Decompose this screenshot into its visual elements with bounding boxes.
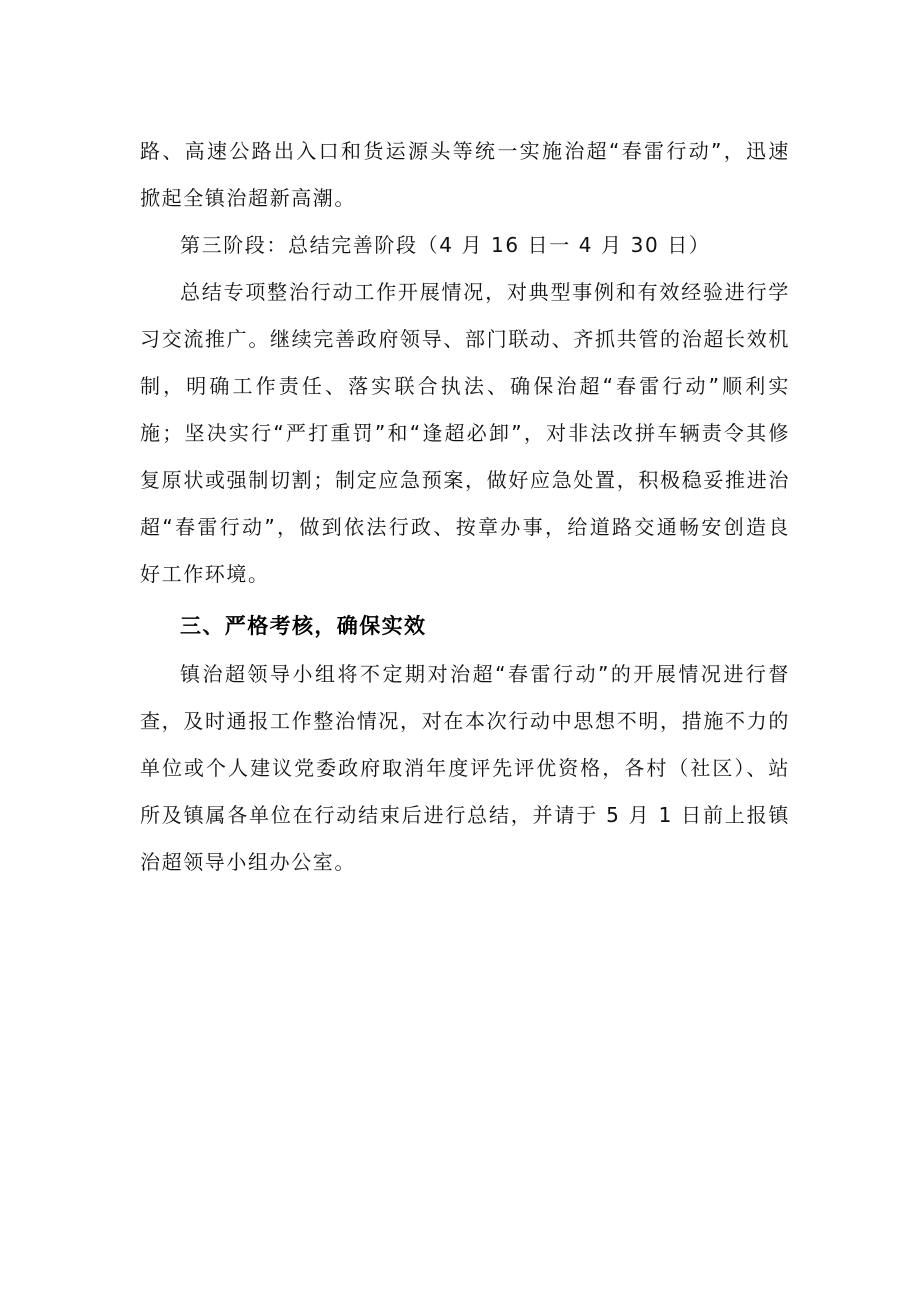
paragraph-assessment: 镇治超领导小组将不定期对治超“春雷行动”的开展情况进行督查，及时通报工作整治情况，对在本次行动中思想不明，措施不力的单位或个人建议党委政府取消年度评先评优资格，各村（社区）、站所及镇属各单位在行动结束后进行总结，并请于 5 月 1 日前上报镇治超领导小组办公室。 (140, 662, 790, 874)
paragraph-continuation: 路、高速公路出入口和货运源头等统一实施治超“春雷行动”，迅速掀起全镇治超新高潮。 (140, 139, 790, 210)
section-heading-three: 三、严格考核，确保实效 (180, 614, 427, 638)
stage-three-title: 第三阶段：总结完善阶段（4 月 16 日一 4 月 30 日） (180, 233, 711, 257)
paragraph-stage-three: 总结专项整治行动工作开展情况，对典型事例和有效经验进行学习交流推广。继续完善政府领导、部门联动、齐抓共管的治超长效机制，明确工作责任、落实联合执法、确保治超“春雷行动”顺利实施；坚决实行“严打重罚”和“逢超必卸”，对非法改拼车辆责令其修复原状或强制切割；制定应急预案，做好应急处置，积极稳妥推进治超“春雷行动”，做到依法行政、按章办事，给道路交通畅安创造良好工作环境。 (140, 280, 790, 586)
document-body (140, 128, 790, 886)
